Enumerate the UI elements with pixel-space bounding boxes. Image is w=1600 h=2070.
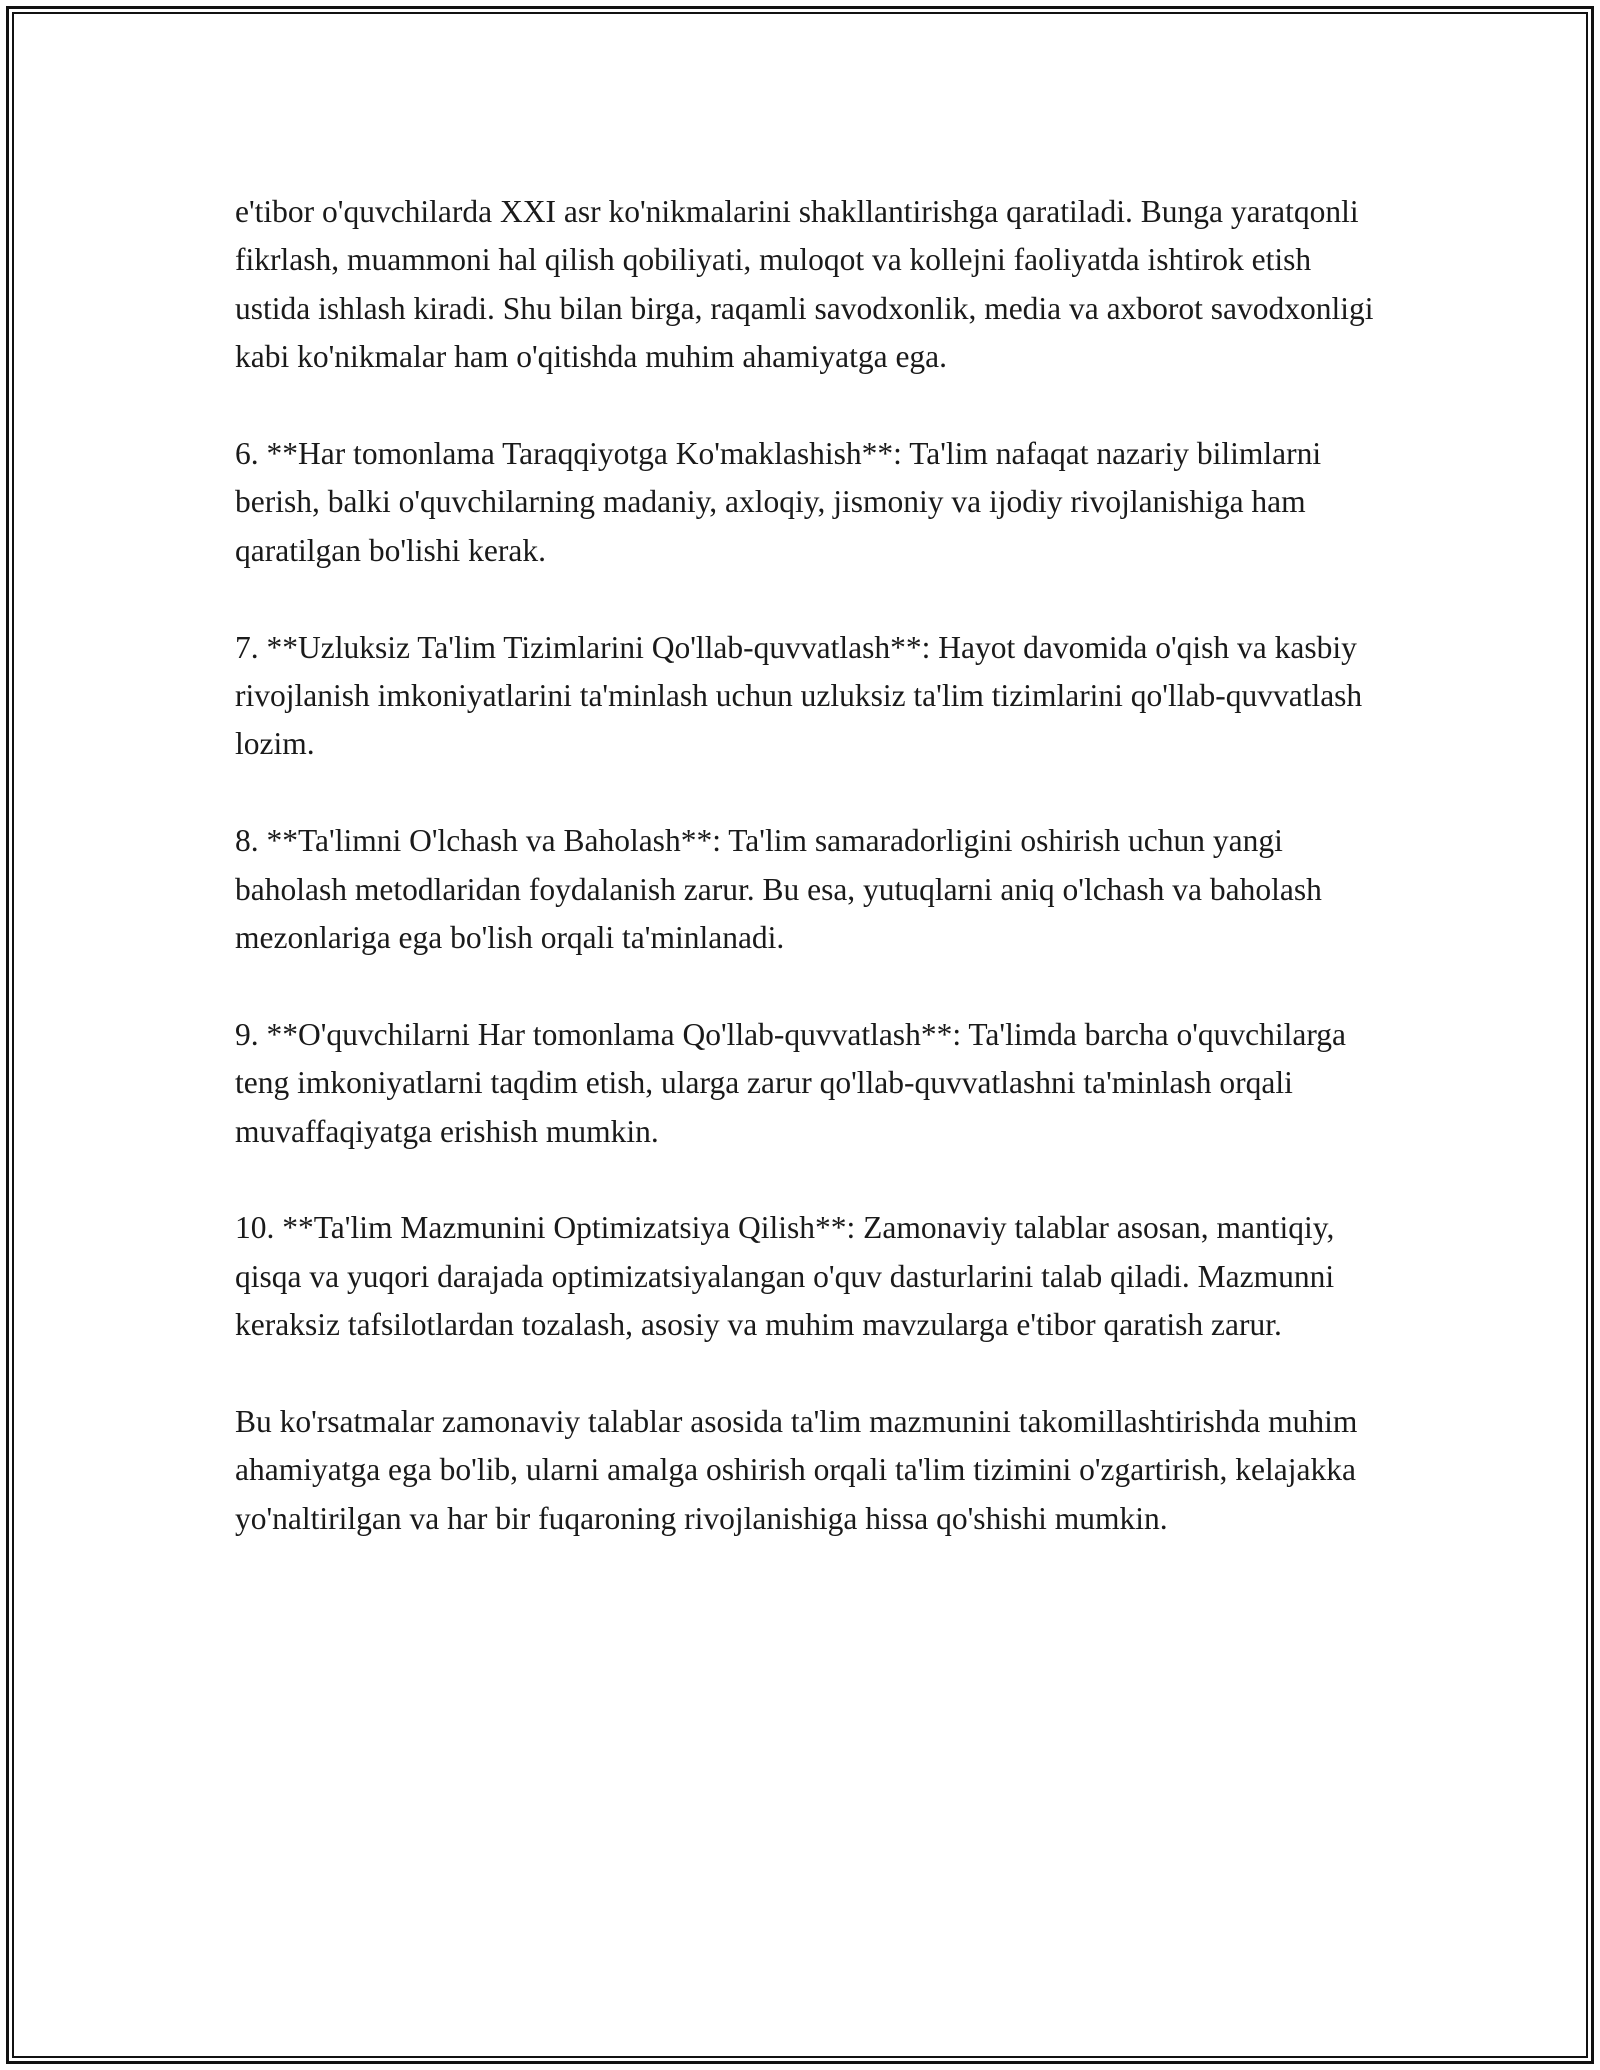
list-item-10: 10. **Ta'lim Mazmunini Optimizatsiya Qilish**: Zamonaviy talablar asosan, mantiqiy, qisqa va yuqori darajada optimizatsiyalangan o'quv dasturlarini talab qiladi. Mazmunni keraksiz tafsilotlardan tozalash, asosiy va muhim mavzularga e'tibor qaratish zarur. xyxy=(235,1210,1335,1343)
paragraph-conclusion: Bu ko'rsatmalar zamonaviy talablar asosida ta'lim mazmunini takomillashtirishda muhim ahamiyatga ega bo'lib, ularni amalga oshirish orqali ta'lim tizimini o'zgartirish, kelajakka yo'naltirilgan va har bir fuqaroning rivojlanishiga hissa qo'shishi mumkin. xyxy=(235,1404,1358,1536)
list-item-6: 6. **Har tomonlama Taraqqiyotga Ko'maklashish**: Ta'lim nafaqat nazariy bilimlarni berish, balki o'quvchilarning madaniy, axloqiy, jismoniy va ijodiy rivojlanishiga ham qaratilgan bo'lishi kerak. xyxy=(235,436,1322,568)
paragraph-intro-continuation: e'tibor o'quvchilarda XXI asr ko'nikmalarini shakllantirishga qaratiladi. Bunga yaratqonli fikrlash, muammoni hal qilish qobiliyati, muloqot va kollejni faoliyatda ishtirok etish ustida ishlash kiradi. Shu bilan birga, raqamli savodxonlik, media va axborot savodxonligi kabi ko'nikmalar ham o'qitishda muhim ahamiyatga ega. xyxy=(235,194,1374,375)
list-item-7: 7. **Uzluksiz Ta'lim Tizimlarini Qo'llab-quvvatlash**: Hayot davomida o'qish va kasbiy rivojlanish imkoniyatlarini ta'minlash uchun uzluksiz ta'lim tizimlarini qo'llab-quvvatlash lozim. xyxy=(235,629,1363,762)
list-item-9: 9. **O'quvchilarni Har tomonlama Qo'llab-quvvatlash**: Ta'limda barcha o'quvchilarga teng imkoniyatlarni taqdim etish, ularga zarur qo'llab-quvvatlashni ta'minlash orqali muvaffaqiyatga erishish mumkin. xyxy=(235,1016,1347,1149)
list-item-8: 8. **Ta'limni O'lchash va Baholash**: Ta'lim samaradorligini oshirish uchun yangi baholash metodlaridan foydalanish zarur. Bu esa, yutuqlarni aniq o'lchash va baholash mezonlariga ega bo'lish orqali ta'minlanadi. xyxy=(235,823,1322,956)
document-body xyxy=(235,188,1375,1543)
